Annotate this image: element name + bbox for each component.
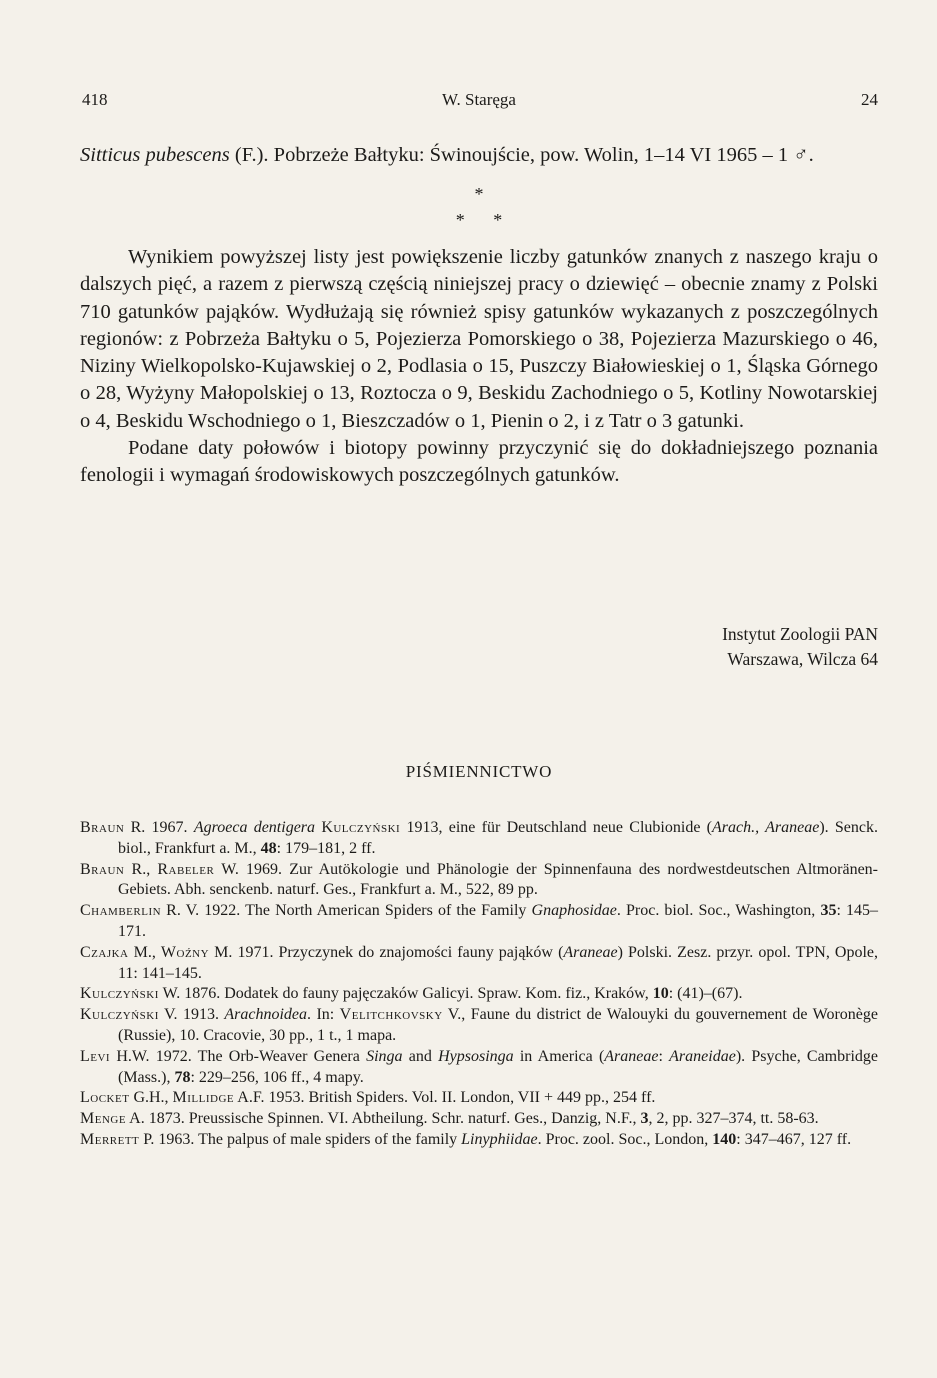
paragraph: Podane daty połowów i biotopy powinny przyczynić się do dokładniejszego poznania fenologii i wymagań środowiskowych poszczególnych gatunków. [80,437,878,487]
references-heading: PIŚMIENNICTWO [405,762,553,781]
reference-segment: R. 1967. [124,819,194,836]
reference-segment: R. V. 1922. The North American Spiders of the Family [161,902,532,920]
running-header [80,90,878,114]
reference-segment: : 145–171. [118,902,878,940]
references-list [80,818,878,1151]
reference-segment: ) Polski. Zesz. przyr. opol. TPN, Opole, 11: 141–145. [118,943,879,982]
reference-entry [80,818,878,860]
reference-segment: Araneae [563,943,618,961]
reference-segment: Gnaphosidae [531,902,617,920]
reference-segment: Woźny [160,943,210,961]
reference-entry [80,1109,878,1130]
reference-segment: Levi [80,1047,111,1065]
issue-number: 24 [861,90,878,109]
species-entry [80,142,878,169]
reference-segment: Rabeler [157,860,215,878]
reference-entry [80,943,878,985]
reference-segment: W. 1876. Dodatek do fauny pajęczaków Galicyi. Spraw. Kom. fiz., Kraków, [158,985,653,1003]
reference-segment: 3 [640,1110,649,1128]
reference-segment: Locket [80,1089,130,1107]
reference-segment: V., Faune du district de Walouyki du gouvernement de Woronège (Russie), 10. Cracovie, 30 pp., 1 t., 1 mapa. [118,1006,878,1044]
reference-entry [80,860,878,902]
reference-segment: and [402,1047,439,1065]
reference-segment: Velitchkovsky [339,1006,443,1024]
reference-segment: H.W. 1972. The Orb-Weaver Genera [110,1047,367,1065]
reference-entry [80,1088,878,1109]
reference-segment: ). Psyche, Cambridge (Mass.), [118,1047,879,1086]
institution: Instytut Zoologii PAN [722,624,878,644]
reference-segment: Arach., Araneae [712,819,820,836]
reference-segment: . Proc. biol. Soc., Washington, [616,902,821,920]
reference-segment: : 229–256, 106 ff., 4 mapy. [190,1068,364,1086]
reference-segment: 48 [260,839,277,857]
reference-entry [80,1047,878,1089]
reference-segment: 1913, eine für Deutschland neue Clubionide ( [400,819,713,836]
reference-segment: ). Senck. biol., Frankfurt a. M., [118,819,879,857]
page-number: 418 [82,90,108,109]
reference-segment: Agroeca dentigera [193,819,316,836]
reference-segment: Menge [80,1110,127,1128]
reference-entry [80,1130,878,1151]
reference-segment: in America ( [513,1047,605,1065]
reference-segment: V. 1913. [158,1006,225,1024]
separator-star-bottom: * * [455,210,503,230]
running-author: W. Staręga [442,90,516,109]
reference-segment: Merrett [80,1130,140,1148]
street-address: Warszawa, Wilcza 64 [727,649,878,669]
reference-segment: : 347–467, 127 ff. [736,1130,852,1148]
reference-segment: A. 1873. Preussische Spinnen. VI. Abtheilung. Schr. naturf. Ges., Danzig, N.F., [126,1110,641,1128]
reference-segment: Millidge [172,1089,235,1107]
reference-segment: Hypsosinga [438,1047,514,1065]
reference-segment: 35 [820,902,837,920]
reference-segment: Araneae [604,1047,659,1065]
reference-entry [80,984,878,1005]
reference-segment: P. 1963. The palpus of male spiders of the family [139,1130,462,1148]
reference-segment: Kulczyński [321,819,401,836]
reference-segment: Linyphiidae [461,1130,538,1148]
paragraph: Wynikiem powyższej listy jest powiększenie liczby gatunków znanych z naszego kraju o dalszych pięć, a razem z pierwszą częścią niniejszej pracy o dziewięć – obecnie znamy z Polski 710 gatunków pająków. Wydłużają się również spisy gatunków wykazanych z poszczególnych regionów: z Pobrzeża Bałtyku o 5, Pojezierza Pomorskiego o 38, Pojezierza Mazurskiego o 46, Niziny Wielkopolsko-Kujawskiej o 2, Podlasia o 15, Puszczy Białowieskiej o 1, Śląska Górnego o 28, Wyżyny Małopolskiej o 13, Roztocza o 9, Beskidu Zachodniego o 5, Kotliny Nowotarskiej o 4, Beskidu Wschodniego o 1, Bieszczadów o 1, Pienin o 2, i z Tatr o 3 gatunki. [80,246,878,432]
reference-segment: Kulczyński [80,985,159,1003]
reference-segment: Arachnoidea [224,1006,308,1024]
reference-segment: . Proc. zool. Soc., London, [537,1130,713,1148]
reference-segment: Braun [80,860,125,878]
reference-segment: 10 [652,985,669,1003]
reference-segment: M. 1971. Przyczynek do znajomości fauny pająków ( [209,943,564,961]
reference-segment: A.F. 1953. British Spiders. Vol. II. London, VII + 449 pp., 254 ff. [234,1089,656,1107]
reference-segment: Kulczyński [80,1006,159,1024]
reference-segment: R., [124,860,158,878]
reference-segment: 78 [174,1068,191,1086]
species-name: Sitticus pubescens [80,144,230,166]
species-record: (F.). Pobrzeże Bałtyku: Świnoujście, pow. Wolin, 1–14 VI 1965 – 1 ♂. [229,144,814,166]
reference-segment: G.H., [129,1089,173,1107]
reference-segment: Araneidae [669,1047,736,1065]
reference-segment: Czajka [80,943,129,961]
separator-star-top: * [474,184,484,204]
reference-segment: Singa [366,1047,403,1065]
reference-segment: Chamberlin [80,902,162,920]
reference-entry [80,901,878,943]
reference-segment: , 2, pp. 327–374, tt. 58-63. [648,1110,819,1128]
reference-segment: : 179–181, 2 ff. [276,839,376,857]
reference-segment: : (41)–(67). [668,985,743,1003]
author-address [722,622,878,672]
reference-segment: 140 [712,1130,737,1148]
conclusion-text [80,244,878,490]
reference-segment: W. 1969. Zur Autökologie und Phänologie der Spinnenfauna des nordwestdeutschen Altmoränen-Gebiets. Abh. senckenb. naturf. Ges., Frankfurt a. M., 522, 89 pp. [118,860,879,899]
reference-entry [80,1005,878,1047]
reference-segment: M., [128,943,161,961]
reference-segment: Braun [80,819,125,836]
reference-segment: . In: [307,1006,340,1024]
reference-segment: : [658,1047,670,1065]
